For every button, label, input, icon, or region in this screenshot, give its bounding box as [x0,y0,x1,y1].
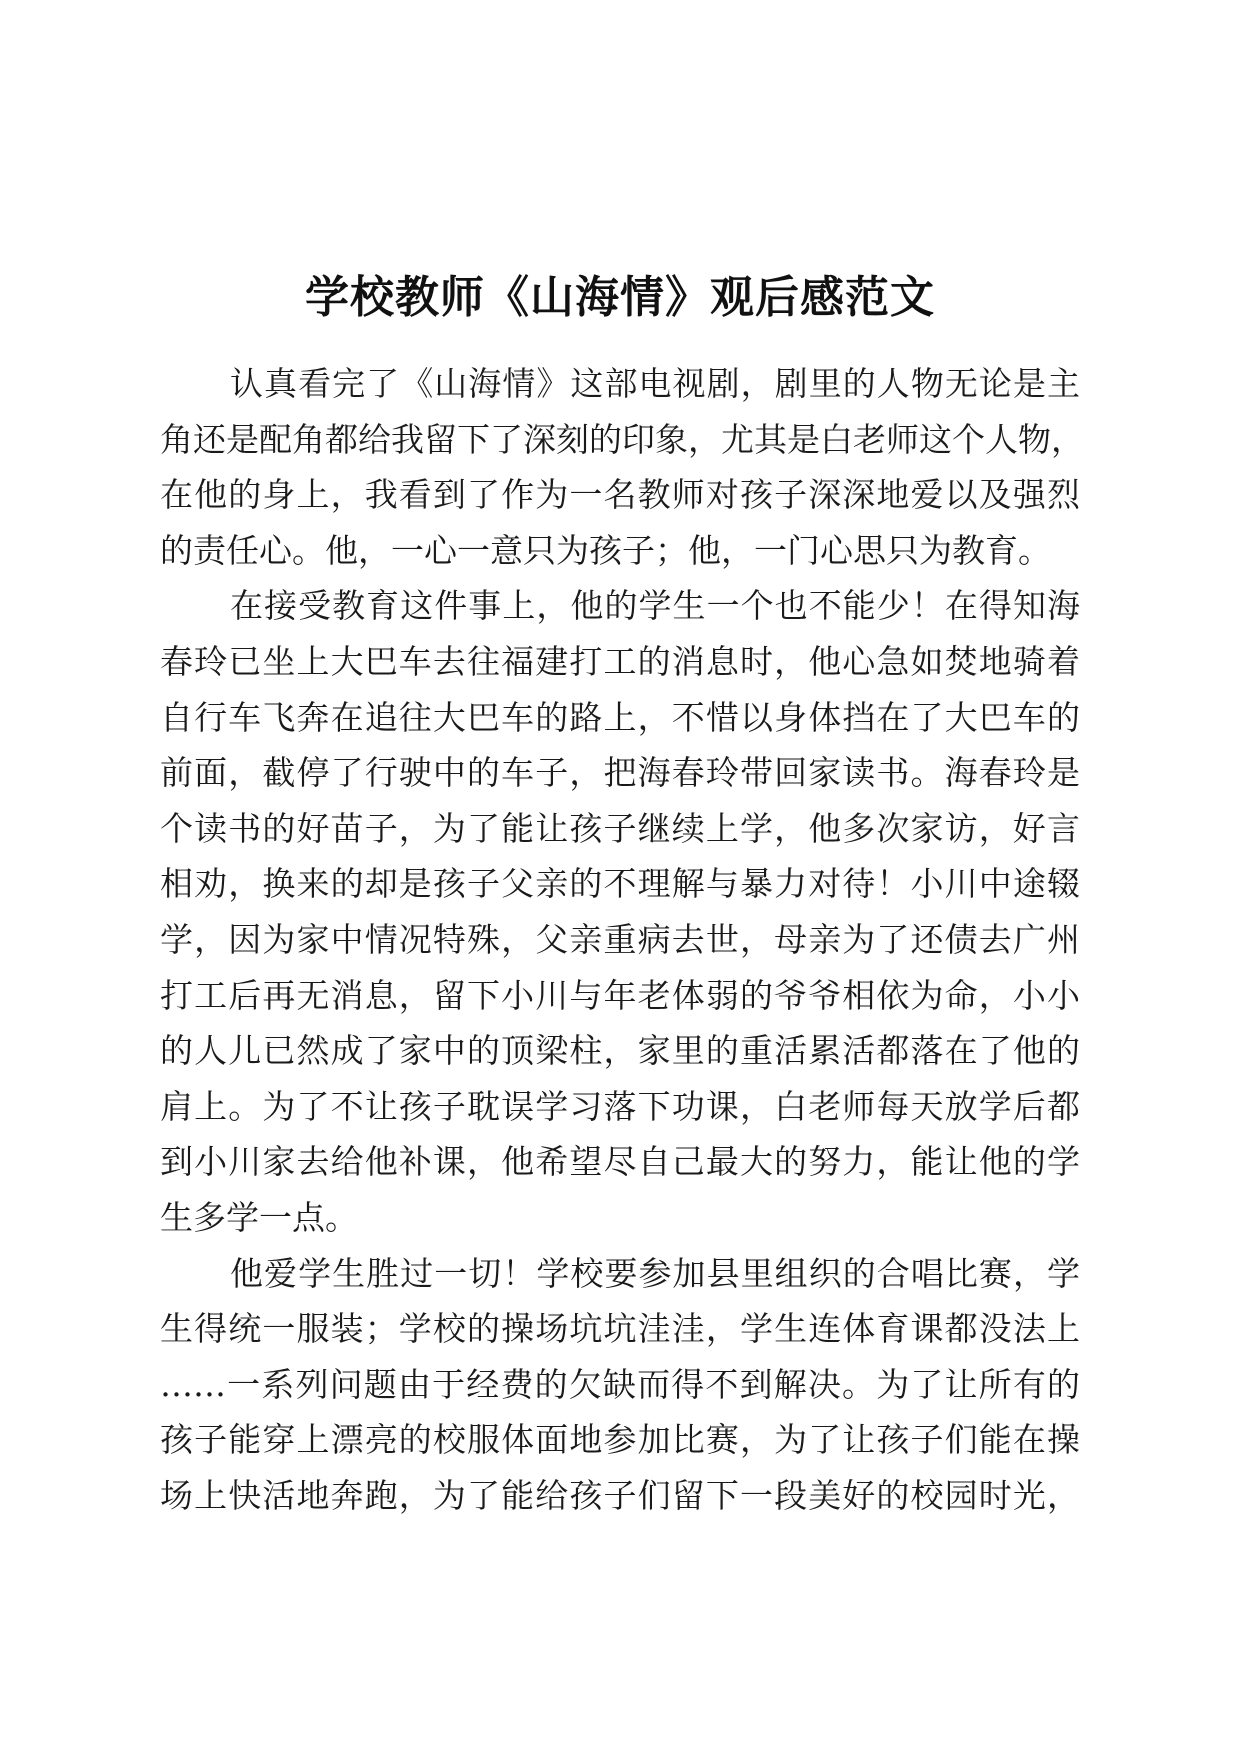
paragraph-3 [160,1246,1080,1524]
document-title: 学校教师《山海情》观后感范文 [305,272,935,323]
text-line: 他爱学生胜过一切！学校要参加县里组织的合唱比赛，学 [230,1253,1080,1293]
text-line: 角还是配角都给我留下了深刻的印象，尤其是白老师这个人物， [160,419,1084,459]
text-line: 打工后再无消息，留下小川与年老体弱的爷爷相依为命，小小 [160,975,1080,1015]
text-line: 学，因为家中情况特殊，父亲重病去世，母亲为了还债去广州 [160,919,1080,959]
text-line: 相劝，换来的却是孩子父亲的不理解与暴力对待！小川中途辍 [160,864,1080,904]
paragraph-1 [160,356,1084,578]
text-line: 的责任心。他，一心一意只为孩子；他，一门心思只为教育。 [160,530,1051,570]
text-line: 个读书的好苗子，为了能让孩子继续上学，他多次家访，好言 [160,808,1080,848]
text-line: ……一系列问题由于经费的欠缺而得不到解决。为了让所有的 [160,1364,1080,1404]
text-line: 肩上。为了不让孩子耽误学习落下功课，白老师每天放学后都 [160,1086,1080,1126]
text-line: 场上快活地奔跑，为了能给孩子们留下一段美好的校园时光， [160,1475,1080,1515]
text-line: 自行车飞奔在追往大巴车的路上，不惜以身体挡在了大巴车的 [160,697,1080,737]
text-line: 在接受教育这件事上，他的学生一个也不能少！在得知海 [230,586,1080,626]
text-line: 生得统一服装；学校的操场坑坑洼洼，学生连体育课都没法上 [160,1309,1080,1349]
text-line: 生多学一点。 [160,1197,358,1237]
text-line: 的人儿已然成了家中的顶梁柱，家里的重活累活都落在了他的 [160,1031,1080,1071]
text-line: 春玲已坐上大巴车去往福建打工的消息时，他心急如焚地骑着 [160,641,1080,681]
text-line: 孩子能穿上漂亮的校服体面地参加比赛，为了让孩子们能在操 [160,1420,1080,1460]
text-line: 到小川家去给他补课，他希望尽自己最大的努力，能让他的学 [160,1142,1080,1182]
text-line: 认真看完了《山海情》这部电视剧，剧里的人物无论是主 [230,364,1080,403]
paragraph-2 [160,578,1080,1245]
text-line: 前面，截停了行驶中的车子，把海春玲带回家读书。海春玲是 [160,753,1080,793]
text-line: 在他的身上，我看到了作为一名教师对孩子深深地爱以及强烈 [160,475,1080,515]
document-body [160,356,1084,1523]
